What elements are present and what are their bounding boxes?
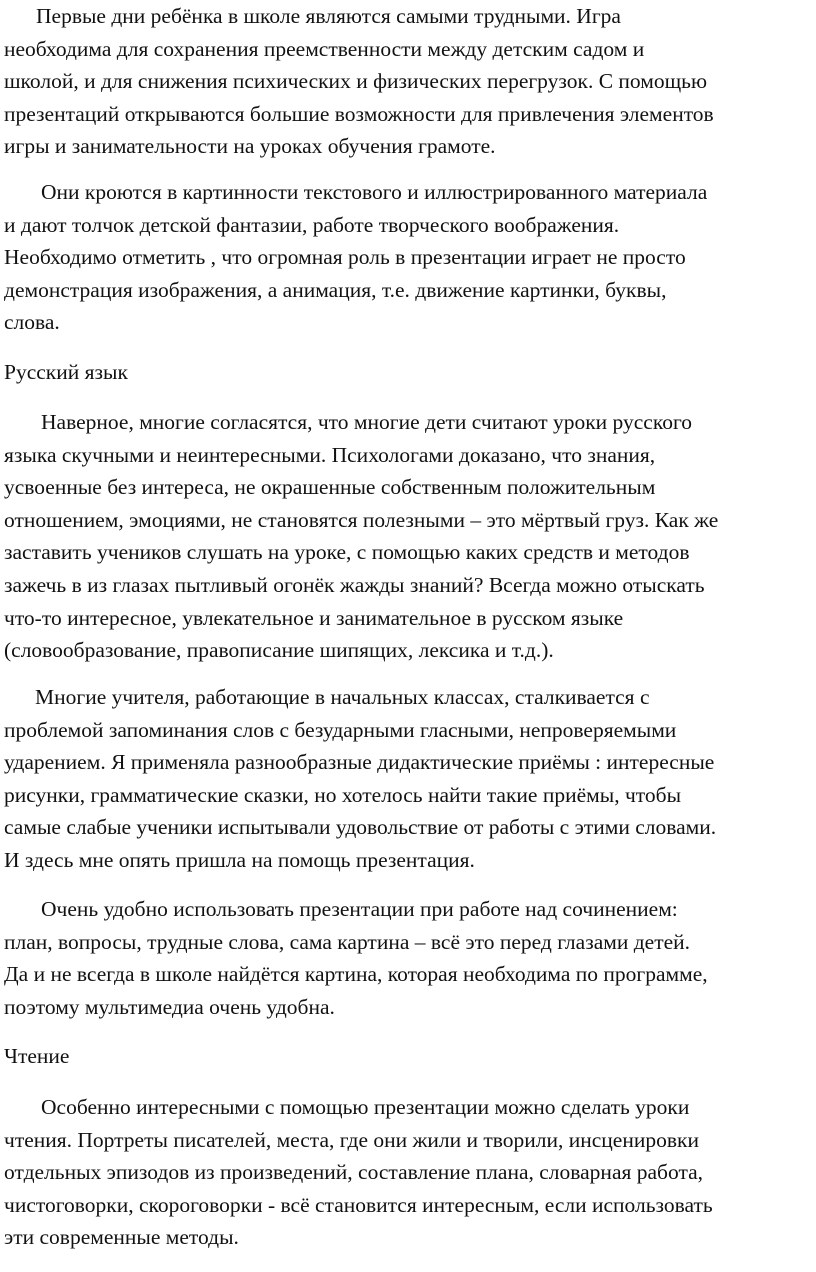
text-line: усвоенные без интереса, не окрашенные собственным положительным xyxy=(4,475,656,500)
text-line: отдельных эпизодов из произведений, составление плана, словарная работа, xyxy=(4,1160,704,1185)
text-line: Первые дни ребёнка в школе являются самыми трудными. Игра xyxy=(36,4,621,28)
text-line: (словообразование, правописание шипящих, лексика и т.д.). xyxy=(4,638,554,663)
text-line: Они кроются в картинности текстового и иллюстрированного материала xyxy=(41,180,708,204)
paragraph-intro xyxy=(4,0,814,163)
section-heading-russian: Русский язык xyxy=(4,360,128,384)
paragraph-reading-lessons xyxy=(4,1091,814,1254)
text-line: ударением. Я применяла разнообразные дидактические приёмы : интересные xyxy=(4,750,715,775)
text-line: необходима для сохранения преемственности между детским садом и xyxy=(4,36,645,61)
text-line: Особенно интересными с помощью презентации можно сделать уроки xyxy=(41,1095,690,1119)
text-line: школой, и для снижения психических и физических перегрузок. С помощью xyxy=(4,69,708,94)
text-line: эти современные методы. xyxy=(4,1225,239,1250)
text-line: демонстрация изображения, а анимация, т.е. движение картинки, буквы, xyxy=(4,277,667,302)
text-line: что-то интересное, увлекательное и занимательное в русском языке xyxy=(4,605,624,630)
text-line: чтения. Портреты писателей, места, где они жили и творили, инсценировки xyxy=(4,1127,699,1152)
text-line: зажечь в из глазах пытливый огонёк жажды знаний? Всегда можно отыскать xyxy=(4,572,705,597)
text-line: поэтому мультимедиа очень удобна. xyxy=(4,994,335,1019)
text-line: Очень удобно использовать презентации при работе над сочинением: xyxy=(41,897,678,921)
text-line: Многие учителя, работающие в начальных классах, сталкивается с xyxy=(35,685,650,709)
text-line: заставить учеников слушать на уроке, с помощью каких средств и методов xyxy=(4,540,690,565)
text-line: языка скучными и неинтересными. Психологами доказано, что знания, xyxy=(4,442,656,467)
text-line: рисунки, грамматические сказки, но хотелось найти такие приёмы, чтобы xyxy=(4,782,682,807)
text-line: и дают толчок детской фантазии, работе творческого воображения. xyxy=(4,212,620,237)
text-line: отношением, эмоциями, не становятся полезными – это мёртвый груз. Как же xyxy=(4,507,719,532)
text-line: план, вопросы, трудные слова, сама картина – всё это перед глазами детей. xyxy=(4,929,691,954)
paragraph-teachers xyxy=(4,681,814,877)
text-line: самые слабые ученики испытывали удовольствие от работы с этими словами. xyxy=(4,815,717,840)
text-line: проблемой запоминания слов с безударными гласными, непроверяемыми xyxy=(4,717,677,742)
text-line: презентаций открываются большие возможности для привлечения элементов xyxy=(4,101,714,126)
text-line: слова. xyxy=(4,310,60,335)
text-line: игры и занимательности на уроках обучения грамоте. xyxy=(4,134,496,159)
paragraph-presentations xyxy=(4,176,814,339)
paragraph-russian-lessons xyxy=(4,406,814,667)
paragraph-essay xyxy=(4,893,814,1023)
text-line: Да и не всегда в школе найдётся картина, которая необходима по программе, xyxy=(4,962,708,987)
text-line: чистоговорки, скороговорки - всё становится интересным, если использовать xyxy=(4,1192,713,1217)
text-line: Наверное, многие согласятся, что многие дети считают уроки русского xyxy=(41,410,692,434)
text-line: И здесь мне опять пришла на помощь презентация. xyxy=(4,847,475,872)
section-heading-reading: Чтение xyxy=(4,1044,70,1068)
text-line: Необходимо отметить , что огромная роль в презентации играет не просто xyxy=(4,245,686,270)
